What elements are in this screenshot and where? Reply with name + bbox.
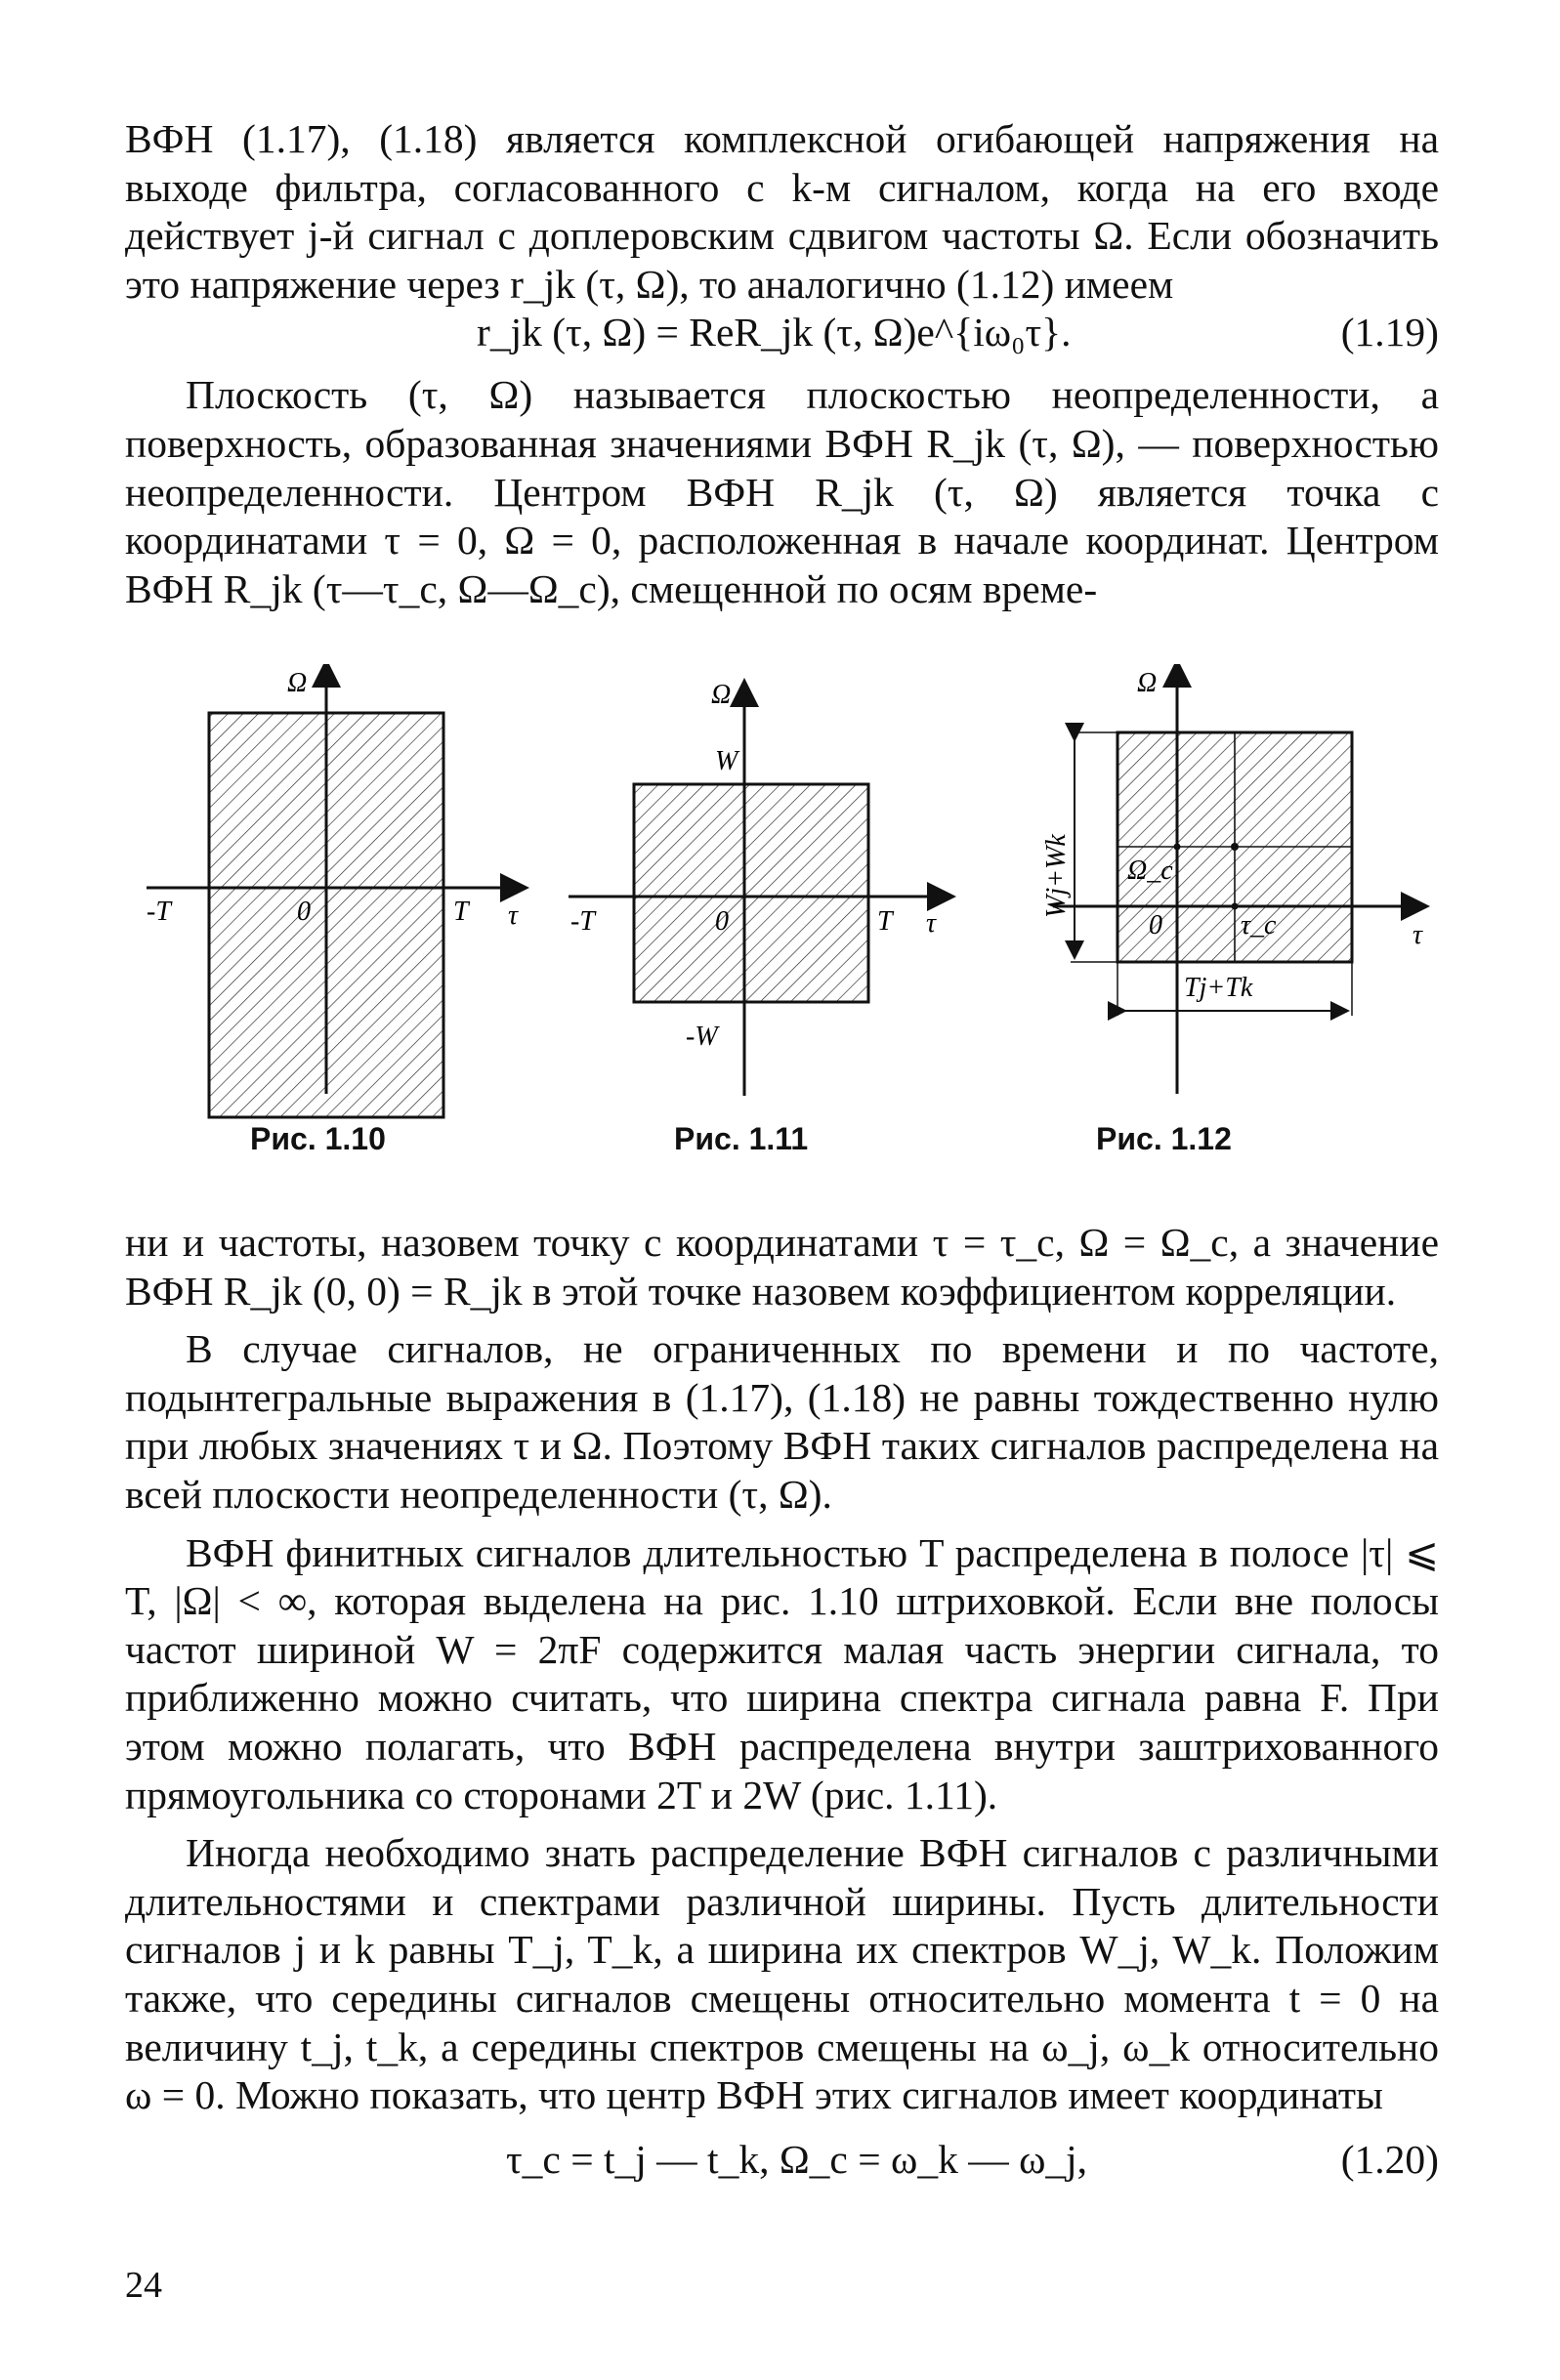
equation-body: r_jk (τ, Ω) = ReR_jk (τ, Ω)e^{iω₀τ}.: [477, 310, 1072, 355]
paragraph-2: Плоскость (τ, Ω) называется плоскостью неопределенности, а поверхность, образованная значениями ВФН R_jk (τ, Ω), — поверхностью неопределенности. Центром ВФН R_jk (τ, Ω) является точка с координатами τ = 0, Ω = 0, расположенная в начале координат. Центром ВФН R_jk (τ—τ_c, Ω—Ω_c), смещенной по осям време-: [125, 372, 1439, 611]
t-label: T: [877, 906, 893, 937]
text-bottom: [125, 1219, 1439, 2191]
caption-fig-1-10: Рис. 1.10: [250, 1121, 386, 1156]
paragraph-6: Иногда необходимо знать распределение ВФН сигналов с различными длительностями и спектрами различной ширины. Пусть длительности сигналов j и k равны T_j, T_k, а ширина их спектров W_j, W_k. Положим также, что середины сигналов смещены относительно момента t = 0 на величину t_j, t_k, а середины спектров смещены на ω_j, ω_k относительно ω = 0. Можно показать, что центр ВФН этих сигналов имеет координаты: [125, 1830, 1439, 2118]
figures-svg: [125, 664, 1439, 1177]
figures-row: [125, 664, 1439, 1177]
minus-t-label: -T: [570, 906, 595, 937]
equation-1-20: [125, 2136, 1439, 2191]
origin-label: 0: [297, 897, 311, 927]
equation-body: τ_c = t_j — t_k, Ω_c = ω_k — ω_j,: [506, 2136, 1088, 2182]
paragraph-4: В случае сигналов, не ограниченных по времени и по частоте, подынтегральные выражения в (1.17), (1.18) не равны тождественно нулю при любых значениях τ и Ω. Поэтому ВФН таких сигналов распределена на всей плоскости неопределенности (τ, Ω).: [125, 1326, 1439, 1517]
equation-number: (1.19): [1340, 310, 1439, 355]
minus-t-label: -T: [147, 897, 171, 927]
t-label: T: [453, 897, 469, 927]
omega-label: Ω: [711, 680, 732, 710]
equation-number: (1.20): [1340, 2136, 1439, 2182]
paragraph-1: ВФН (1.17), (1.18) является комплексной огибающей напряжения на выходе фильтра, согласованного с k-м сигналом, когда на его входе действует j-й сигнал с доплеровским сдвигом частоты Ω. Если обозначить это напряжение через r_jk (τ, Ω), то аналогично (1.12) имеем: [125, 116, 1439, 307]
caption-fig-1-11: Рис. 1.11: [674, 1121, 809, 1156]
omega-c-label: Ω_c: [1127, 856, 1173, 886]
caption-fig-1-12: Рис. 1.12: [1096, 1121, 1232, 1156]
tau-label: τ: [926, 908, 937, 939]
origin-label: 0: [715, 906, 729, 937]
page-number: 24: [125, 2265, 162, 2306]
paragraph-3: ни и частоты, назовем точку с координатами τ = τ_c, Ω = Ω_c, а значение ВФН R_jk (0, 0) = R_jk в этой точке назовем коэффициентом корреляции.: [125, 1220, 1439, 1314]
tau-c-label: τ_c: [1241, 910, 1277, 940]
minus-w-label: -W: [686, 1022, 718, 1052]
hatched-rectangle: [634, 784, 868, 1002]
origin-label: 0: [1149, 910, 1162, 940]
figure-1-11: [569, 680, 950, 1096]
omega-label: Ω: [1137, 668, 1158, 698]
figure-1-12: [1041, 664, 1424, 1094]
omega-label: Ω: [287, 668, 308, 698]
center-point: [1231, 843, 1239, 851]
tau-label: τ: [1412, 920, 1423, 950]
w-label: W: [715, 746, 738, 776]
width-label: Tj+Tk: [1184, 973, 1253, 1003]
height-label: Wj+Wk: [1041, 834, 1072, 918]
tau-label: τ: [508, 900, 519, 931]
equation-1-19: [125, 309, 1439, 363]
figure-1-10: [147, 664, 524, 1117]
text-top: [125, 115, 1439, 613]
paragraph-5: ВФН финитных сигналов длительностью T распределена в полосе |τ| ⩽ T, |Ω| < ∞, которая выделена на рис. 1.10 штриховкой. Если вне полосы частот шириной W = 2πF содержится малая часть энергии сигнала, то приближенно можно считать, что ширина спектра сигнала равна F. При этом можно полагать, что ВФН распределена внутри заштрихованного прямоугольника со сторонами 2T и 2W (рис. 1.11).: [125, 1529, 1439, 1817]
